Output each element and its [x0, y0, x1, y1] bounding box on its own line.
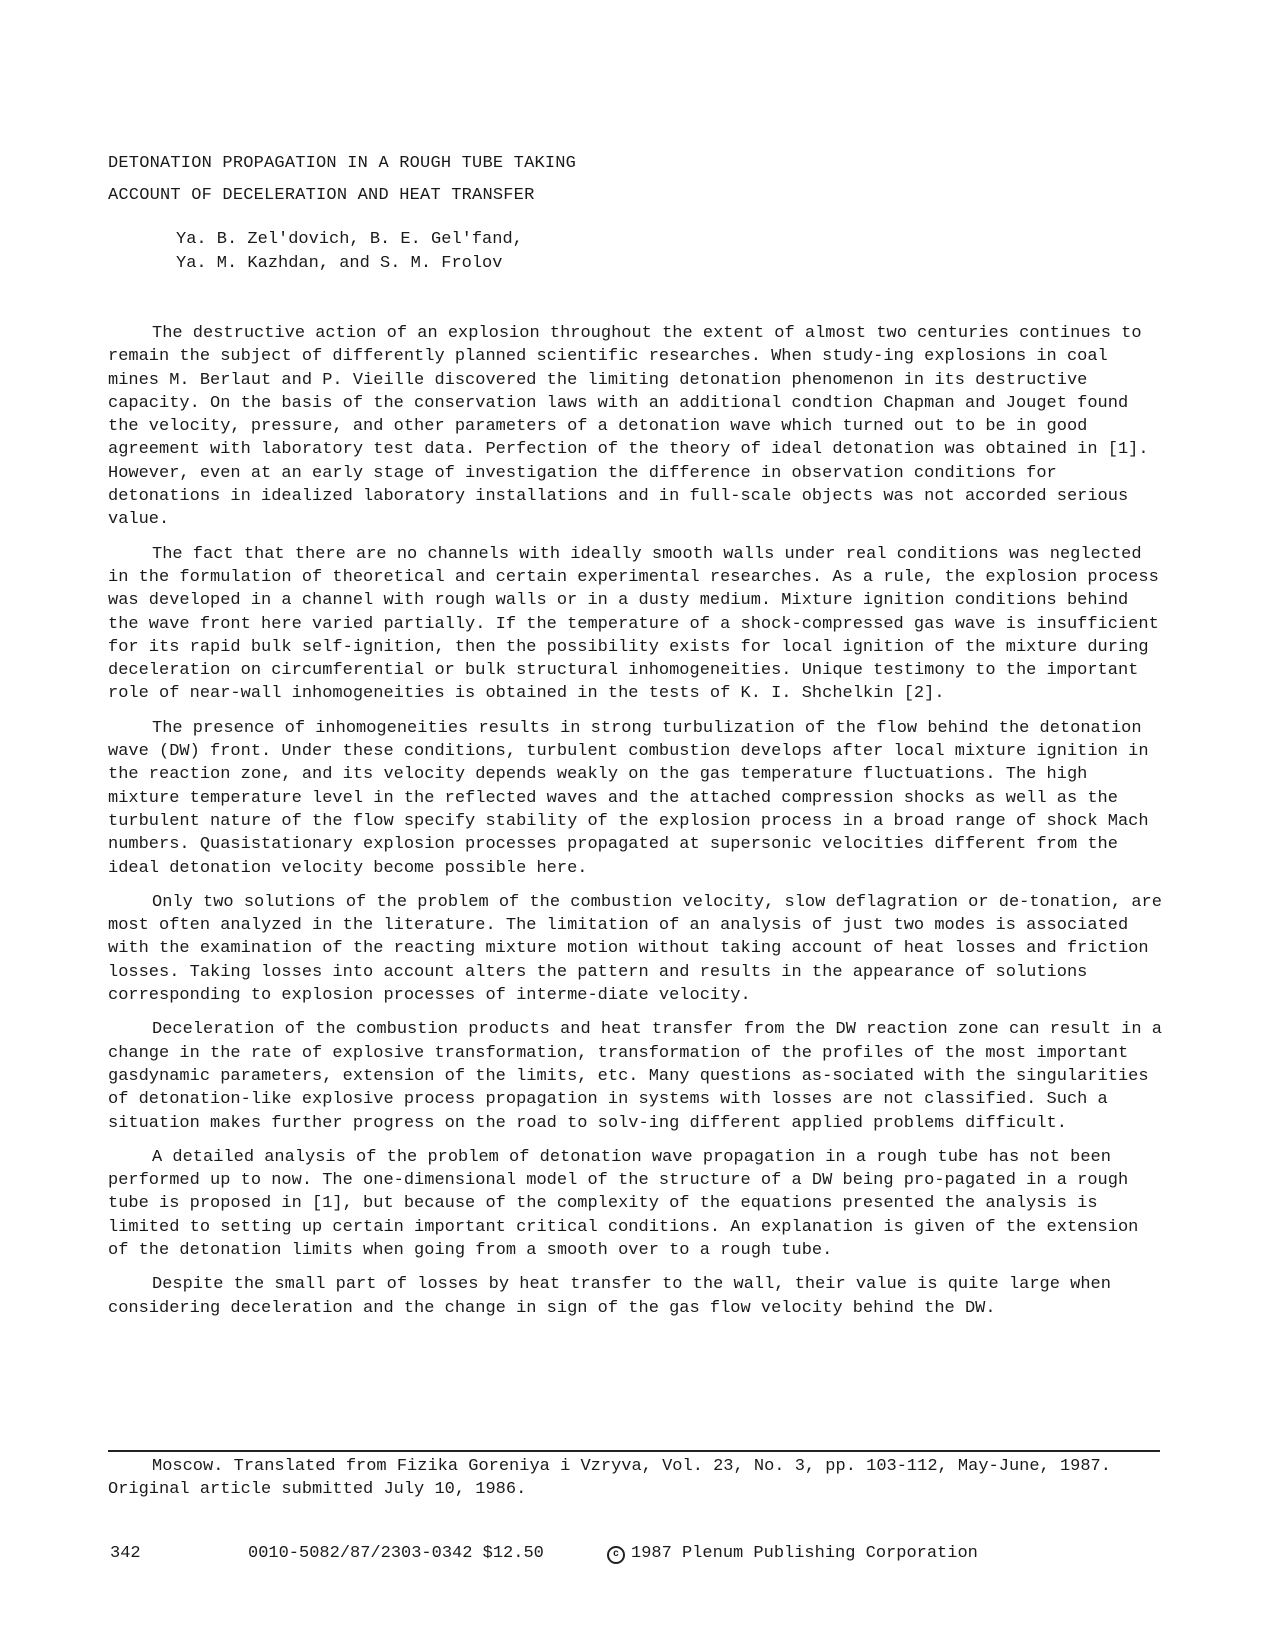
authors-line-2: Ya. M. Kazhdan, and S. M. Frolov — [176, 254, 503, 273]
body-paragraph-5: Deceleration of the combustion products and heat transfer from the DW reaction zone can result in a change in the rate of explosive transformation, transformation of the profiles of the most important gasdynamic parameters, extension of the limits, etc. Many questions as-sociated with the singularities of detonation-like explosive process propagation in systems with losses are not classified. Such a situation makes further progress on the road to solv-ing different applied problems difficult. — [108, 1020, 1162, 1133]
copyright-line — [607, 1544, 978, 1564]
page-number: 342 — [110, 1544, 141, 1563]
copyright-icon: c — [607, 1546, 625, 1564]
body-paragraph-7: Despite the small part of losses by heat transfer to the wall, their value is quite large when considering deceleration and the change in sign of the gas flow velocity behind the DW. — [108, 1275, 1111, 1318]
body-paragraph-2: The fact that there are no channels with ideally smooth walls under real conditions was neglected in the formulation of theoretical and certain experimental researches. As a rule, the explosion process was developed in a channel with rough walls or in a dusty medium. Mixture ignition conditions behind the wave front here varied partially. If the temperature of a shock-compressed gas wave is insufficient for its rapid bulk self-ignition, then the possibility exists for local ignition of the mixture during deceleration on circumferential or bulk structural inhomogeneities. Unique testimony to the important role of near-wall inhomogeneities is obtained in the tests of K. I. Shchelkin [2]. — [108, 544, 1159, 704]
body-paragraph-4: Only two solutions of the problem of the combustion velocity, slow deflagration or de-tonation, are most often analyzed in the literature. The limitation of an analysis of just two modes is associated with the examination of the reacting mixture motion without taking account of heat losses and friction losses. Taking losses into account alters the pattern and results in the appearance of solutions corresponding to explosion processes of interme-diate velocity. — [108, 892, 1162, 1006]
author-list — [176, 228, 523, 276]
title-line-2: ACCOUNT OF DECELERATION AND HEAT TRANSFER — [108, 186, 535, 205]
footnote-divider — [108, 1450, 1160, 1452]
article-body — [108, 322, 1168, 1331]
title-line-1: DETONATION PROPAGATION IN A ROUGH TUBE TAKING — [108, 154, 577, 173]
copyright-text: 1987 Plenum Publishing Corporation — [631, 1544, 978, 1563]
publication-code: 0010-5082/87/2303-0342 $12.50 — [248, 1544, 544, 1563]
body-paragraph-1: The destructive action of an explosion throughout the extent of almost two centuries continues to remain the subject of differently planned scientific researches. When study-ing explosions in coal mines M. Berlaut and P. Vieille discovered the limiting detonation phenomenon in its destructive capacity. On the basis of the conservation laws with an additional condtion Chapman and Jouget found the velocity, pressure, and other parameters of a detonation wave which turned out to be in good agreement with laboratory test data. Perfection of the theory of ideal detonation was obtained in [1]. However, even at an early stage of investigation the difference in observation conditions for detonations in idealized laboratory installations and in full-scale objects was not accorded serious value. — [108, 324, 1149, 530]
authors-line-1: Ya. B. Zel'dovich, B. E. Gel'fand, — [176, 230, 523, 249]
footnote: Moscow. Translated from Fizika Goreniya i Vzryva, Vol. 23, No. 3, pp. 103-112, May-June, 1987. Original article submitted July 10, 1986. — [108, 1457, 1111, 1499]
article-title — [108, 148, 576, 212]
body-paragraph-3: The presence of inhomogeneities results in strong turbulization of the flow behind the detonation wave (DW) front. Under these conditions, turbulent combustion develops after local mixture ignition in the reaction zone, and its velocity depends weakly on the gas temperature fluctuations. The high mixture temperature level in the reflected waves and the attached compression shocks as well as the turbulent nature of the flow specify stability of the explosion process in a broad range of shock Mach numbers. Quasistationary explosion processes propagated at supersonic velocities different from the ideal detonation velocity become possible here. — [108, 718, 1149, 878]
body-paragraph-6: A detailed analysis of the problem of detonation wave propagation in a rough tube has not been performed up to now. The one-dimensional model of the structure of a DW being pro-pagated in a rough tube is proposed in [1], but because of the complexity of the equations presented the analysis is limited to setting up certain important critical conditions. An explanation is given of the extension of the detonation limits when going from a smooth over to a rough tube. — [108, 1147, 1139, 1260]
